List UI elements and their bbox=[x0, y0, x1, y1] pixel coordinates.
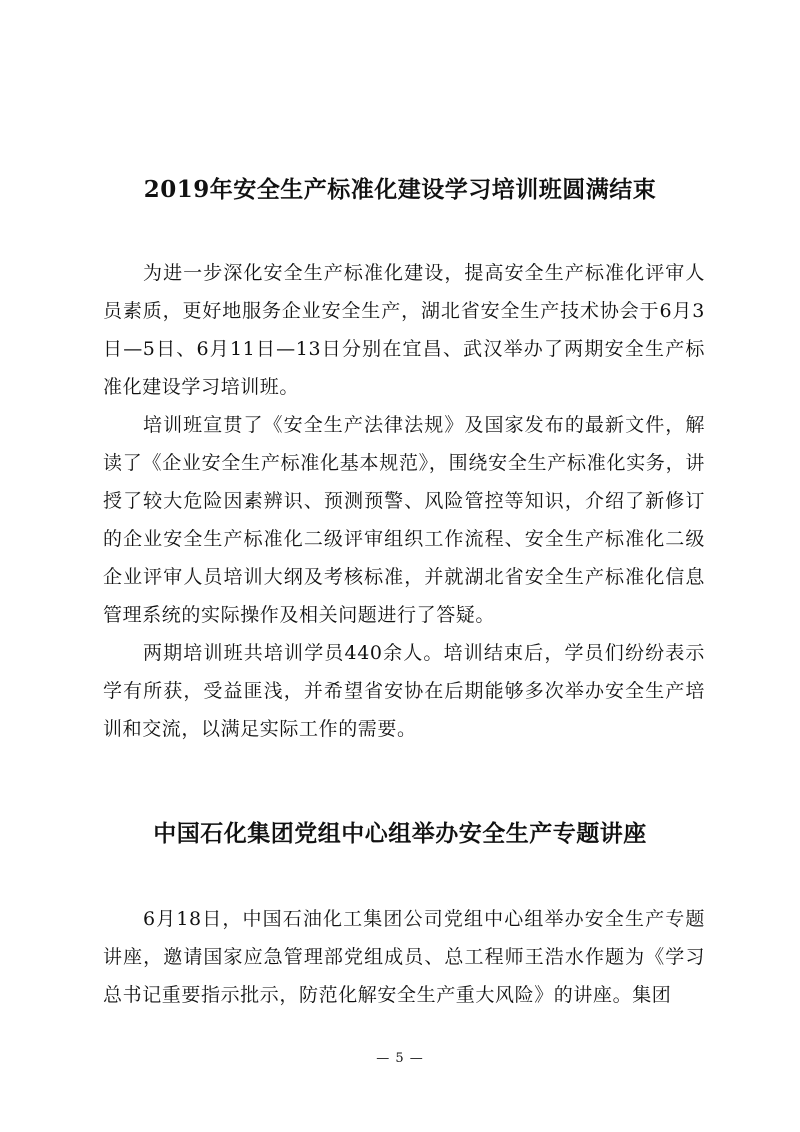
article-title: 中国石化集团党组中心组举办安全生产专题讲座 bbox=[153, 820, 647, 847]
paragraph: 培训班宣贯了《安全生产法律法规》及国家发布的最新文件，解读了《企业安全生产标准化基本规范》，围绕安全生产标准化实务，讲授了较大危险因素辨识、预测预警、风险管控等知识，介绍了新修订的企业安全生产标准化二级评审组织工作流程、安全生产标准化二级企业评审人员培训大纲及考核标准，并就湖北省安全生产标准化信息管理系统的实际操作及相关问题进行了答疑。 bbox=[103, 414, 705, 626]
article-body bbox=[103, 254, 705, 748]
paragraph: 两期培训班共培训学员440余人。培训结束后，学员们纷纷表示学有所获，受益匪浅，并希望省安协在后期能够多次举办安全生产培训和交流，以满足实际工作的需要。 bbox=[103, 642, 705, 740]
paragraph: 为进一步深化安全生产标准化建设，提高安全生产标准化评审人员素质，更好地服务企业安全生产，湖北省安全生产技术协会于6月3日—5日、6月11日—13日分别在宜昌、武汉举办了两期安全生产标准化建设学习培训班。 bbox=[103, 262, 705, 398]
page-number: — 5 — bbox=[376, 1051, 424, 1066]
paragraph: 6月18日，中国石油化工集团公司党组中心组举办安全生产专题讲座，邀请国家应急管理部党组成员、总工程师王浩水作题为《学习总书记重要指示批示，防范化解安全生产重大风险》的讲座。集团 bbox=[103, 908, 705, 1006]
article-body bbox=[103, 900, 705, 1014]
article-title: 2019年安全生产标准化建设学习培训班圆满结束 bbox=[143, 176, 657, 203]
